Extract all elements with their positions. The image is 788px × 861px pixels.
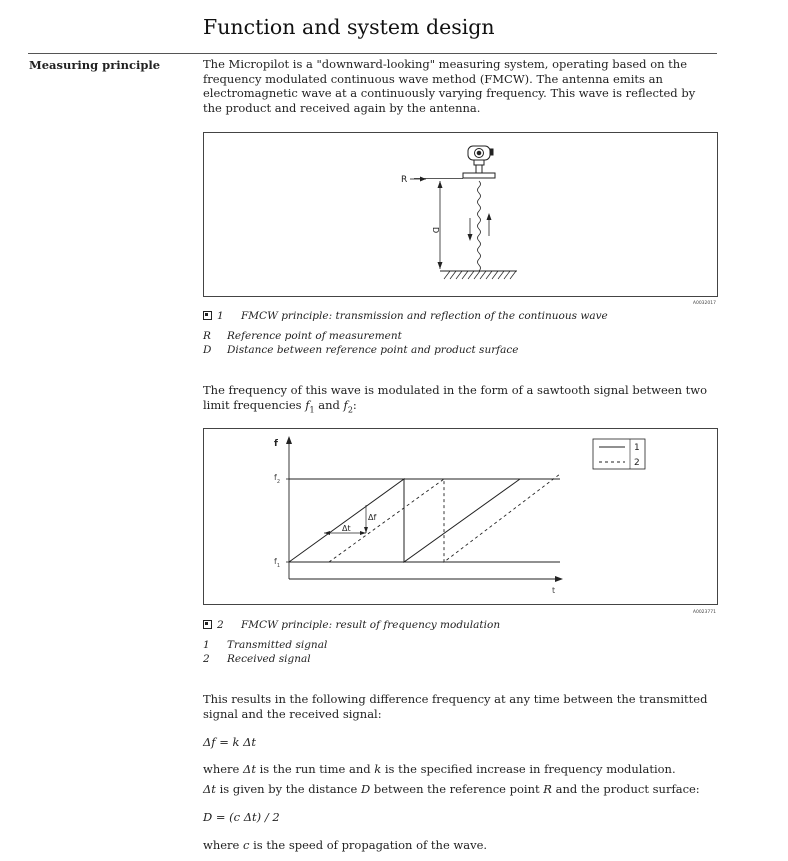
wave-path xyxy=(478,181,481,271)
where-speed: where c is the speed of propagation of the wave. xyxy=(203,838,488,852)
figure-icon xyxy=(203,311,212,320)
distance-label: D xyxy=(431,227,440,234)
figure-2-frame xyxy=(203,428,718,605)
legend-2: 2 xyxy=(634,458,640,468)
axis-f-label: f xyxy=(274,439,278,449)
page-title: Function and system design xyxy=(203,15,495,39)
figure-2-caption: 2 FMCW principle: result of frequency modulation xyxy=(203,618,500,633)
formula-distance: D = (c Δt) / 2 xyxy=(203,810,280,824)
tick-f1: $f_1$ xyxy=(274,557,281,569)
intro-paragraph: The Micropilot is a "downward-looking" measuring system, operating based on the frequency modulated continuous wave method (FMCW). The antenna emits an electromagnetic wave at a continuously varying frequency. This wave is reflected by the product and received again by the antenna. xyxy=(203,57,696,115)
figure-icon xyxy=(203,620,212,629)
figure-2-legend-2: 2 Received signal xyxy=(203,653,311,665)
figure-1-legend-d: D Distance between reference point and product surface xyxy=(203,344,519,356)
result-paragraph: This results in the following difference frequency at any time between the transmitted signal and the received signal: xyxy=(203,692,708,721)
transmitted-signal xyxy=(289,479,520,562)
figure-1-id: A0032017 xyxy=(692,301,716,306)
figure-2-id: A0023771 xyxy=(692,610,716,615)
legend-1: 1 xyxy=(634,443,640,453)
figure-2-legend-1: 1 Transmitted signal xyxy=(203,639,328,651)
title-rule xyxy=(28,53,717,54)
figure-1-caption: 1 FMCW principle: transmission and reflection of the continuous wave xyxy=(203,309,608,324)
where-run-time: where Δt is the run time and k is the specified increase in frequency modulation. xyxy=(203,762,676,776)
figure-1-legend-r: R Reference point of measurement xyxy=(203,330,402,342)
radar-device-icon xyxy=(463,146,495,178)
axis-t-label: t xyxy=(552,586,556,595)
figure-2-diagram xyxy=(204,429,717,604)
delta-f-label: Δf xyxy=(368,513,377,522)
where-distance: Δt is given by the distance D between the reference point R and the product surface: xyxy=(203,782,700,796)
tick-f2: $f_2$ xyxy=(274,473,281,485)
received-signal xyxy=(329,474,560,562)
formula-delta-f: Δf = k Δt xyxy=(203,735,257,749)
figure-1-diagram xyxy=(204,133,717,296)
ref-label: R xyxy=(401,175,408,185)
figure-1-frame xyxy=(203,132,718,297)
delta-t-label: Δt xyxy=(342,524,351,533)
side-heading: Measuring principle xyxy=(29,58,161,72)
modulation-paragraph: The frequency of this wave is modulated in the form of a sawtooth signal between two limit frequencies $f_1$ and $f_2$: xyxy=(203,383,708,414)
